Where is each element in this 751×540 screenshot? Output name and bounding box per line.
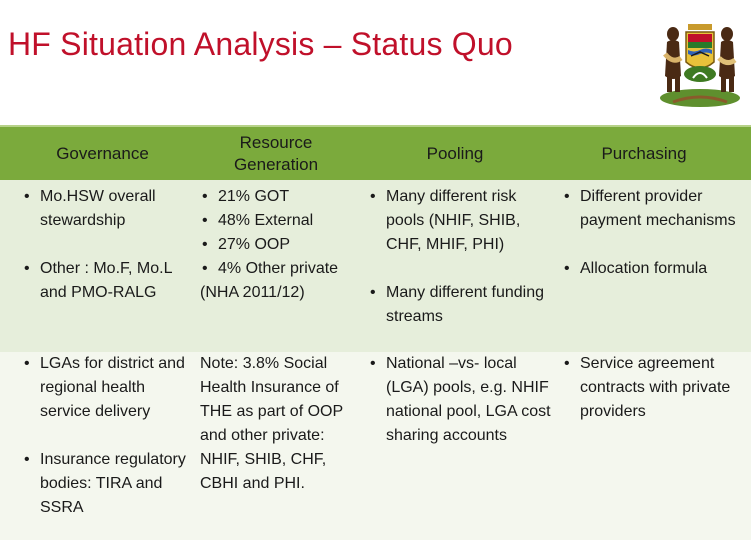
table-row: [0, 180, 751, 352]
list-spacer: [22, 233, 192, 257]
governance-cell: [22, 185, 192, 305]
coat-of-arms-icon: [655, 14, 745, 110]
purchasing-cell: [562, 352, 747, 424]
list-item: • Different provider payment mechanisms: [562, 185, 747, 233]
list-spacer: [368, 257, 558, 281]
list-item: • Many different risk pools (NHIF, SHIB, CHF, MHIF, PHI): [368, 185, 558, 257]
governance-cell: [22, 352, 192, 520]
list-item: • National –vs- local (LGA) pools, e.g. NHIF national pool, LGA cost sharing accounts: [368, 352, 558, 448]
status-quo-table: [0, 125, 751, 540]
table-row: [0, 352, 751, 540]
list-item: • Insurance regulatory bodies: TIRA and SSRA: [22, 448, 192, 520]
header-resource-generation: Resource Generation: [233, 132, 319, 174]
list-item: • Service agreement contracts with private providers: [562, 352, 747, 424]
pooling-cell: [368, 185, 558, 329]
list-spacer: [562, 233, 747, 257]
list-item: • 27% OOP: [200, 233, 350, 257]
list-item: • Allocation formula: [562, 257, 747, 281]
table-header-row: [0, 125, 751, 180]
slide-title: HF Situation Analysis – Status Quo: [8, 26, 513, 62]
header-governance: Governance: [56, 143, 149, 163]
list-item: • LGAs for district and regional health service delivery: [22, 352, 192, 424]
purchasing-cell: [562, 185, 747, 281]
header-purchasing: Purchasing: [601, 143, 687, 163]
list-item: • 4% Other private: [200, 257, 350, 281]
list-item: • 48% External: [200, 209, 350, 233]
list-item: • Other : Mo.F, Mo.L and PMO-RALG: [22, 257, 192, 305]
header-pooling: Pooling: [426, 143, 484, 163]
pooling-cell: [368, 352, 558, 448]
nha-note: (NHA 2011/12): [200, 284, 305, 301]
social-health-insurance-note: Note: 3.8% Social Health Insurance of THE as part of OOP and other private: NHIF, SHIB, CHF, CBHI and PHI.: [200, 355, 343, 492]
list-item: • Many different funding streams: [368, 281, 558, 329]
list-item: • Mo.HSW overall stewardship: [22, 185, 192, 233]
list-item: • 21% GOT: [200, 185, 350, 209]
resource-generation-cell: [200, 185, 350, 305]
resource-generation-note-cell: [200, 352, 358, 496]
list-spacer: [22, 424, 192, 448]
